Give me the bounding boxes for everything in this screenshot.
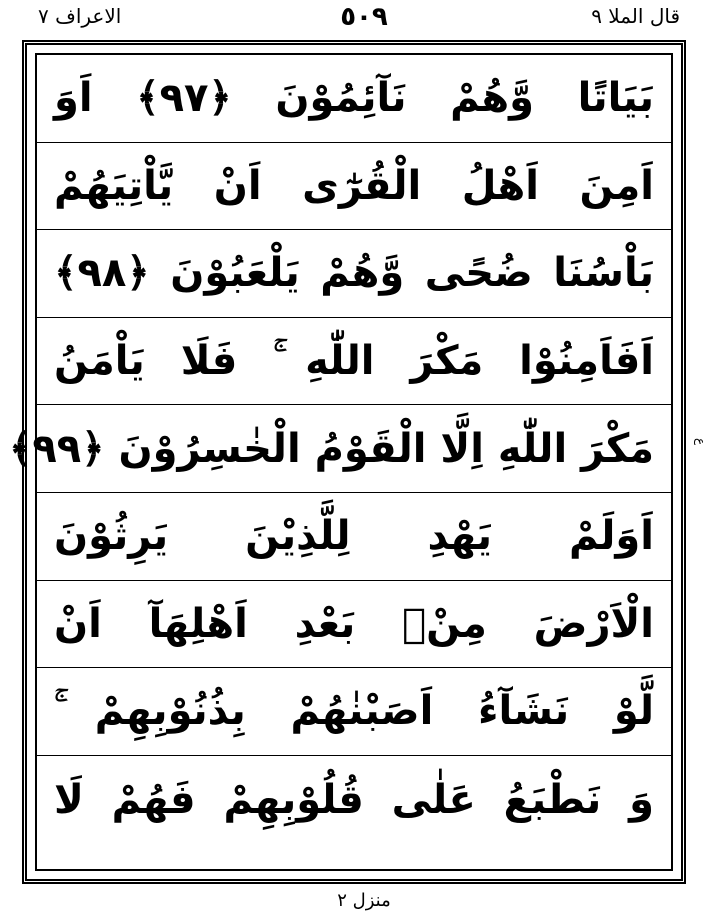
verse-text: بَاْسُنَا ضُحًى وَّهُمْ يَلْعَبُوْنَ ﴿٩٨﴾	[54, 250, 654, 297]
verse-line	[8, 405, 671, 493]
verse-text: وَ نَطْبَعُ عَلٰى قُلُوْبِهِمْ فَهُمْ لَا	[54, 776, 654, 823]
verse-line	[37, 318, 671, 406]
verse-line	[37, 143, 671, 231]
verse-text: لَّوْ نَشَآءُ اَصَبْنٰهُمْ بِذُنُوْبِهِمْ ۚ	[54, 688, 654, 735]
surah-name: الاعراف ٧	[38, 4, 122, 28]
juz-name: قال الملا ٩	[591, 4, 680, 28]
manzil-footer: منزل ٢	[337, 890, 391, 911]
verse-line	[37, 230, 671, 318]
verse-line	[37, 756, 671, 844]
page-number: ٥٠٩	[340, 2, 388, 32]
verse-line	[37, 668, 671, 756]
verse-lines	[8, 55, 671, 869]
verse-line	[37, 493, 671, 581]
page-frame	[8, 40, 686, 884]
verse-text: الْاَرْضَ مِنْۢ بَعْدِ اَهْلِهَآ اَنْ	[54, 600, 654, 647]
verse-text: اَوَلَمْ يَهْدِ لِلَّذِيْنَ يَرِثُوْنَ	[54, 513, 654, 560]
verse-text: اَمِنَ اَهْلُ الْقُرٰٓى اَنْ يَّاْتِيَهُمْ	[54, 162, 654, 209]
text-frame	[8, 53, 673, 871]
ruku-mark: ع	[694, 438, 708, 446]
verse-text: بَيَاتًا وَّهُمْ نَآئِمُوْنَ ﴿٩٧﴾ اَوَ	[54, 75, 654, 122]
verse-text: اَفَاَمِنُوْا مَكْرَ اللّٰهِ ۚ فَلَا يَاْمَنُ	[54, 338, 654, 385]
verse-line	[37, 581, 671, 669]
verse-line	[37, 55, 671, 143]
verse-text: مَكْرَ اللّٰهِ اِلَّا الْقَوْمُ الْخٰسِرُوْنَ ﴿٩٩﴾	[8, 425, 654, 472]
page-header	[0, 0, 728, 40]
